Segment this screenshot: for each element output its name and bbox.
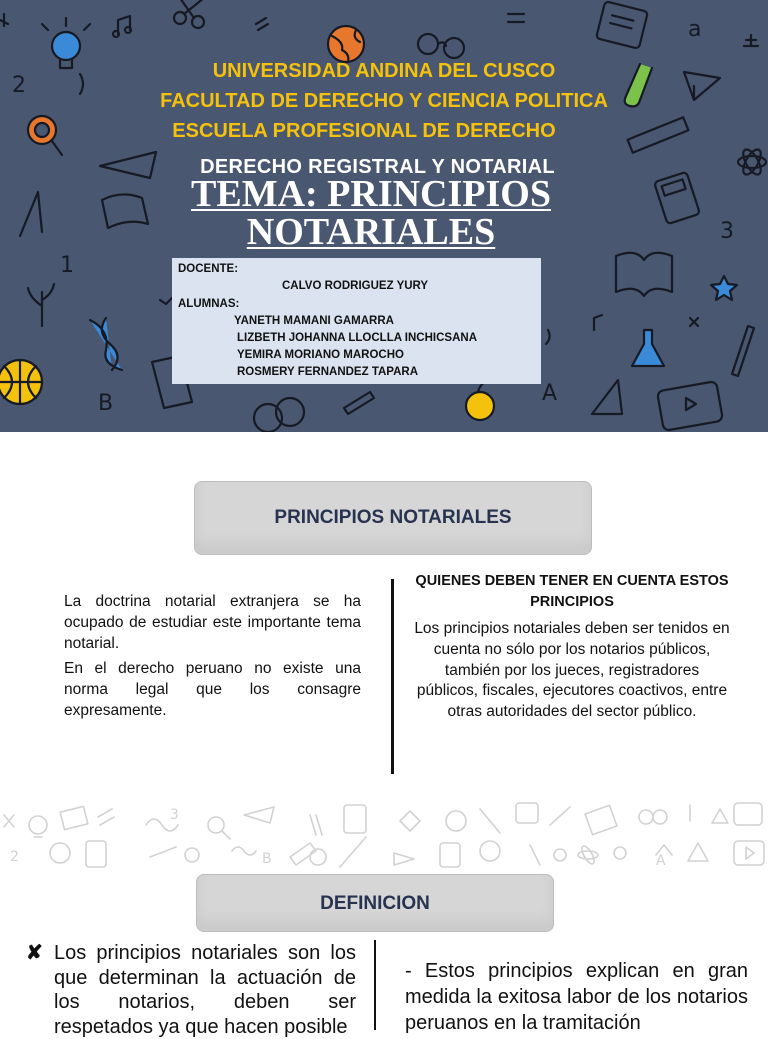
svg-text:a: a [688,17,702,42]
svg-text:1: 1 [60,253,74,278]
doodle-divider-strip [0,795,768,875]
school-name: ESCUELA PROFESIONAL DE DERECHO [172,120,556,142]
svg-text:2: 2 [10,849,19,865]
svg-text:A: A [656,853,666,869]
topic-title [0,175,742,251]
authors-box [172,258,541,384]
course-name: DERECHO REGISTRAL Y NOTARIAL [200,156,555,178]
scissors-icon [174,0,204,28]
definicion-column-divider [374,940,376,1030]
svg-text:2: 2 [12,73,26,98]
alumna-name: YEMIRA MORIANO MAROCHO [237,349,404,361]
faculty-name: FACULTAD DE DERECHO Y CIENCIA POLITICA [160,90,608,112]
star-icon [711,276,737,300]
apple-icon [466,382,494,420]
alumna-name: ROSMERY FERNANDEZ TAPARA [237,366,419,378]
alumna-name: LIZBETH JOHANNA LLOCLLA INCHICSANA [237,332,477,344]
principios-left-column [64,592,361,722]
music-note-icon [113,16,131,37]
principios-title: PRINCIPIOS NOTARIALES [274,507,512,528]
alumnas-label: ALUMNAS: [178,298,240,310]
principios-left-paragraph-2: En el derecho peruano no existe una norma legal que los consagre expresamente. [64,660,361,719]
definicion-title-box [196,874,554,932]
svg-text:3: 3 [720,219,734,244]
docente-name: CALVO RODRIGUEZ YURY [282,280,429,292]
docente-label: DOCENTE: [178,263,239,275]
definicion-left-text: Los principios notariales son los que determinan la actuación de los notarios, deben ser respetados ya que hacen posible [54,942,356,1038]
topic-title-line1: TEMA: PRINCIPIOS [191,173,551,215]
notebook-icon [596,1,648,49]
video-tablet-icon [657,381,723,431]
definicion-right-text: - Estos principios explican en gran medida la exitosa labor de los notarios peruanos en la tramitación [405,960,748,1034]
university-name: UNIVERSIDAD ANDINA DEL CUSCO [212,60,556,82]
plant-icon [28,284,54,326]
strip-characters [10,807,666,869]
principios-left-paragraph-1: La doctrina notarial extranjera se ha ocupado de estudiar este importante tema notarial. [64,593,361,652]
dna-icon [90,318,122,370]
flask-icon [632,330,664,366]
svg-text:B: B [98,391,114,416]
svg-text:3: 3 [170,807,179,823]
rings-icon [254,398,304,432]
x-mark-icon: ✘ [26,942,43,964]
cover-slide [0,0,768,432]
svg-text:B: B [262,851,272,867]
strip-doodles [4,803,764,867]
principios-right-body: Los principios notariales deben ser tenidos en cuenta no sólo por los notarios públicos, también por los jueces, registradores públicos, fiscales, ejecutores coactivos, entre otras autoridades del sector público. [414,620,730,721]
svg-text:A: A [542,381,558,406]
principios-title-box [194,481,592,555]
open-book-icon [616,253,672,296]
glasses-icon [418,34,464,58]
principios-right-heading: QUIENES DEBEN TENER EN CUENTA ESTOS PRINCIPIOS [415,573,729,610]
definicion-title: DEFINICION [320,893,430,914]
column-divider [391,579,394,774]
alumna-name: YANETH MAMANI GAMARRA [234,315,394,327]
basketball-icon [0,360,42,404]
topic-title-line2: NOTARIALES [246,211,496,253]
